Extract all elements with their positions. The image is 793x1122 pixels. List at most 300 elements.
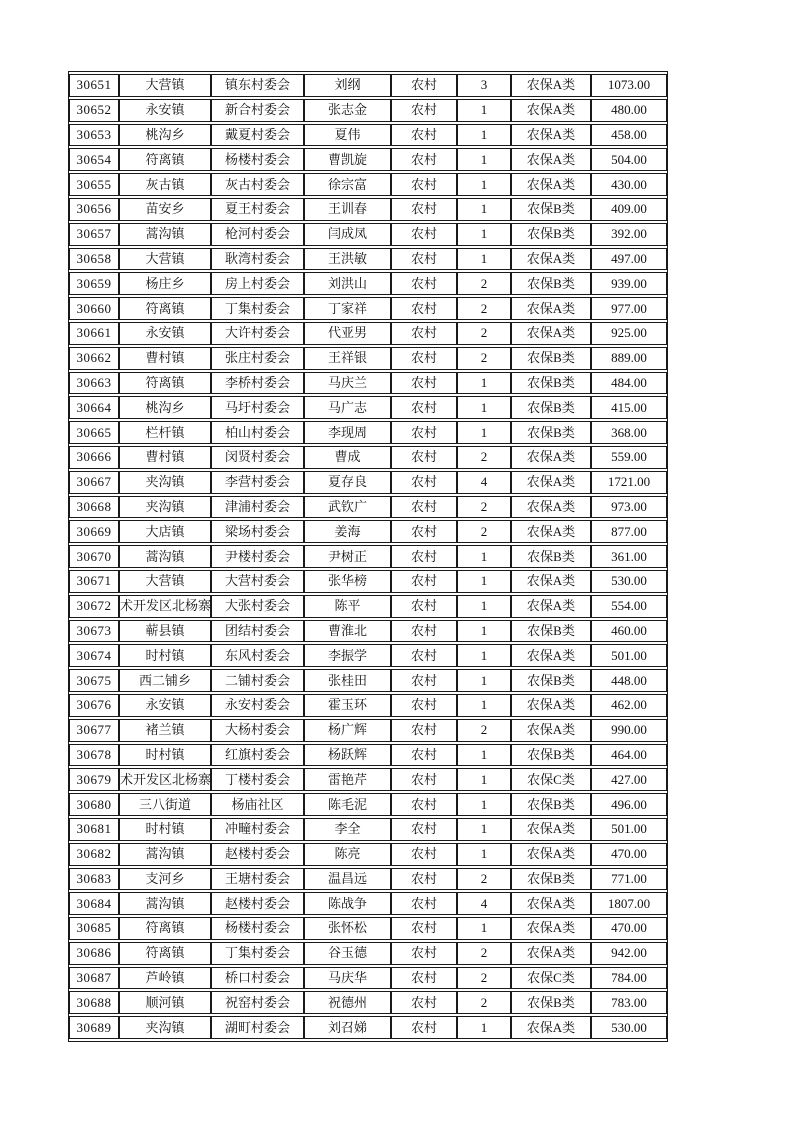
cell-person-count: 2 [457, 322, 511, 345]
cell-village-committee: 湖町村委会 [211, 1016, 304, 1039]
cell-person-name: 李现周 [304, 421, 391, 444]
table-row [69, 347, 667, 370]
cell-serial-number: 30683 [69, 868, 119, 891]
table-row [69, 818, 667, 841]
cell-village-committee: 杨楼村委会 [211, 148, 304, 171]
cell-residence-type: 农村 [391, 248, 457, 271]
table-row [69, 148, 667, 171]
table-row [69, 99, 667, 122]
cell-residence-type: 农村 [391, 396, 457, 419]
cell-town: 术开发区北杨寨 [119, 768, 211, 791]
table-row [69, 248, 667, 271]
cell-serial-number: 30652 [69, 99, 119, 122]
cell-person-count: 1 [457, 421, 511, 444]
cell-person-name: 陈亮 [304, 843, 391, 866]
table-row [69, 843, 667, 866]
cell-person-count: 1 [457, 372, 511, 395]
cell-residence-type: 农村 [391, 744, 457, 767]
cell-person-name: 王祥银 [304, 347, 391, 370]
cell-amount: 973.00 [591, 496, 667, 519]
cell-village-committee: 李营村委会 [211, 471, 304, 494]
cell-serial-number: 30689 [69, 1016, 119, 1039]
cell-town: 符离镇 [119, 942, 211, 965]
cell-town: 时村镇 [119, 744, 211, 767]
cell-insurance-category: 农保A类 [511, 595, 591, 618]
cell-serial-number: 30664 [69, 396, 119, 419]
cell-person-name: 刘召娣 [304, 1016, 391, 1039]
cell-insurance-category: 农保B类 [511, 545, 591, 568]
cell-person-name: 马广志 [304, 396, 391, 419]
cell-town: 栏杆镇 [119, 421, 211, 444]
cell-amount: 942.00 [591, 942, 667, 965]
cell-town: 时村镇 [119, 818, 211, 841]
cell-insurance-category: 农保B类 [511, 396, 591, 419]
cell-residence-type: 农村 [391, 520, 457, 543]
cell-person-name: 姜海 [304, 520, 391, 543]
cell-village-committee: 杨楼村委会 [211, 917, 304, 940]
table-row [69, 297, 667, 320]
cell-residence-type: 农村 [391, 694, 457, 717]
cell-residence-type: 农村 [391, 223, 457, 246]
cell-amount: 392.00 [591, 223, 667, 246]
cell-serial-number: 30677 [69, 719, 119, 742]
cell-residence-type: 农村 [391, 421, 457, 444]
cell-village-committee: 永安村委会 [211, 694, 304, 717]
cell-serial-number: 30681 [69, 818, 119, 841]
cell-town: 蕲县镇 [119, 620, 211, 643]
cell-person-name: 王洪敏 [304, 248, 391, 271]
table-row [69, 396, 667, 419]
cell-person-count: 4 [457, 471, 511, 494]
cell-residence-type: 农村 [391, 148, 457, 171]
cell-person-count: 1 [457, 396, 511, 419]
cell-town: 夹沟镇 [119, 471, 211, 494]
cell-person-count: 2 [457, 297, 511, 320]
cell-amount: 977.00 [591, 297, 667, 320]
cell-serial-number: 30671 [69, 570, 119, 593]
cell-serial-number: 30687 [69, 967, 119, 990]
cell-village-committee: 马圩村委会 [211, 396, 304, 419]
cell-residence-type: 农村 [391, 967, 457, 990]
cell-serial-number: 30670 [69, 545, 119, 568]
cell-town: 术开发区北杨寨 [119, 595, 211, 618]
cell-serial-number: 30653 [69, 124, 119, 147]
cell-town: 夹沟镇 [119, 496, 211, 519]
cell-insurance-category: 农保A类 [511, 297, 591, 320]
cell-town: 桃沟乡 [119, 124, 211, 147]
cell-residence-type: 农村 [391, 644, 457, 667]
cell-serial-number: 30685 [69, 917, 119, 940]
cell-town: 西二铺乡 [119, 669, 211, 692]
cell-person-count: 1 [457, 1016, 511, 1039]
cell-serial-number: 30688 [69, 991, 119, 1014]
cell-serial-number: 30666 [69, 446, 119, 469]
cell-amount: 877.00 [591, 520, 667, 543]
cell-residence-type: 农村 [391, 669, 457, 692]
cell-insurance-category: 农保A类 [511, 148, 591, 171]
cell-serial-number: 30656 [69, 198, 119, 221]
cell-serial-number: 30660 [69, 297, 119, 320]
cell-serial-number: 30661 [69, 322, 119, 345]
cell-person-name: 张志金 [304, 99, 391, 122]
cell-serial-number: 30654 [69, 148, 119, 171]
cell-residence-type: 农村 [391, 843, 457, 866]
cell-village-committee: 丁楼村委会 [211, 768, 304, 791]
cell-residence-type: 农村 [391, 595, 457, 618]
cell-insurance-category: 农保B类 [511, 198, 591, 221]
cell-person-name: 张怀松 [304, 917, 391, 940]
cell-person-name: 曹凯旋 [304, 148, 391, 171]
cell-insurance-category: 农保B类 [511, 620, 591, 643]
cell-village-committee: 冲疃村委会 [211, 818, 304, 841]
table-row [69, 991, 667, 1014]
table-row [69, 496, 667, 519]
table-row [69, 744, 667, 767]
cell-village-committee: 祝窑村委会 [211, 991, 304, 1014]
cell-town: 时村镇 [119, 644, 211, 667]
cell-village-committee: 丁集村委会 [211, 942, 304, 965]
table-row [69, 620, 667, 643]
cell-village-committee: 大许村委会 [211, 322, 304, 345]
cell-amount: 889.00 [591, 347, 667, 370]
cell-insurance-category: 农保A类 [511, 496, 591, 519]
cell-town: 曹村镇 [119, 347, 211, 370]
cell-person-count: 2 [457, 991, 511, 1014]
cell-insurance-category: 农保B类 [511, 669, 591, 692]
cell-town: 夹沟镇 [119, 1016, 211, 1039]
cell-person-count: 2 [457, 520, 511, 543]
cell-town: 支河乡 [119, 868, 211, 891]
cell-residence-type: 农村 [391, 545, 457, 568]
cell-amount: 460.00 [591, 620, 667, 643]
cell-serial-number: 30663 [69, 372, 119, 395]
cell-residence-type: 农村 [391, 991, 457, 1014]
cell-village-committee: 大杨村委会 [211, 719, 304, 742]
cell-town: 蒿沟镇 [119, 843, 211, 866]
cell-residence-type: 农村 [391, 297, 457, 320]
cell-person-name: 张桂田 [304, 669, 391, 692]
cell-insurance-category: 农保A类 [511, 570, 591, 593]
cell-person-count: 2 [457, 719, 511, 742]
cell-serial-number: 30686 [69, 942, 119, 965]
cell-village-committee: 桥口村委会 [211, 967, 304, 990]
cell-serial-number: 30655 [69, 173, 119, 196]
cell-serial-number: 30651 [69, 74, 119, 97]
cell-person-count: 1 [457, 570, 511, 593]
cell-insurance-category: 农保A类 [511, 917, 591, 940]
cell-person-count: 1 [457, 917, 511, 940]
cell-person-count: 1 [457, 694, 511, 717]
cell-insurance-category: 农保C类 [511, 768, 591, 791]
cell-person-count: 2 [457, 942, 511, 965]
cell-serial-number: 30682 [69, 843, 119, 866]
cell-amount: 1073.00 [591, 74, 667, 97]
table-row [69, 1016, 667, 1039]
table-row [69, 223, 667, 246]
cell-town: 符离镇 [119, 372, 211, 395]
cell-person-count: 2 [457, 496, 511, 519]
table-row [69, 372, 667, 395]
cell-person-name: 马庆兰 [304, 372, 391, 395]
table-row [69, 198, 667, 221]
cell-residence-type: 农村 [391, 99, 457, 122]
cell-person-name: 李振学 [304, 644, 391, 667]
cell-residence-type: 农村 [391, 124, 457, 147]
cell-person-count: 2 [457, 967, 511, 990]
cell-village-committee: 丁集村委会 [211, 297, 304, 320]
cell-town: 符离镇 [119, 297, 211, 320]
cell-amount: 504.00 [591, 148, 667, 171]
cell-residence-type: 农村 [391, 347, 457, 370]
cell-person-name: 杨广辉 [304, 719, 391, 742]
cell-person-count: 1 [457, 124, 511, 147]
cell-person-count: 1 [457, 644, 511, 667]
cell-person-count: 1 [457, 148, 511, 171]
cell-village-committee: 房上村委会 [211, 272, 304, 295]
cell-person-name: 徐宗富 [304, 173, 391, 196]
table-row [69, 471, 667, 494]
cell-person-name: 温昌远 [304, 868, 391, 891]
cell-insurance-category: 农保B类 [511, 744, 591, 767]
cell-village-committee: 闵贤村委会 [211, 446, 304, 469]
table-row [69, 917, 667, 940]
cell-amount: 415.00 [591, 396, 667, 419]
cell-serial-number: 30662 [69, 347, 119, 370]
cell-amount: 530.00 [591, 1016, 667, 1039]
cell-residence-type: 农村 [391, 372, 457, 395]
cell-residence-type: 农村 [391, 892, 457, 915]
cell-amount: 448.00 [591, 669, 667, 692]
cell-person-name: 祝德州 [304, 991, 391, 1014]
table-body [69, 74, 667, 1039]
cell-person-name: 尹树正 [304, 545, 391, 568]
cell-insurance-category: 农保B类 [511, 421, 591, 444]
cell-serial-number: 30659 [69, 272, 119, 295]
cell-serial-number: 30658 [69, 248, 119, 271]
table-row [69, 322, 667, 345]
cell-amount: 1721.00 [591, 471, 667, 494]
cell-person-name: 张华榜 [304, 570, 391, 593]
cell-amount: 368.00 [591, 421, 667, 444]
cell-serial-number: 30674 [69, 644, 119, 667]
cell-serial-number: 30665 [69, 421, 119, 444]
cell-insurance-category: 农保A类 [511, 471, 591, 494]
cell-amount: 1807.00 [591, 892, 667, 915]
cell-village-committee: 张庄村委会 [211, 347, 304, 370]
cell-insurance-category: 农保A类 [511, 1016, 591, 1039]
cell-village-committee: 戴夏村委会 [211, 124, 304, 147]
cell-town: 永安镇 [119, 694, 211, 717]
cell-village-committee: 夏王村委会 [211, 198, 304, 221]
cell-village-committee: 李桥村委会 [211, 372, 304, 395]
cell-town: 蒿沟镇 [119, 545, 211, 568]
cell-person-count: 1 [457, 744, 511, 767]
cell-town: 三八街道 [119, 793, 211, 816]
cell-person-count: 1 [457, 173, 511, 196]
table-row [69, 967, 667, 990]
cell-village-committee: 王塘村委会 [211, 868, 304, 891]
cell-village-committee: 杨庙社区 [211, 793, 304, 816]
table-row [69, 570, 667, 593]
cell-person-name: 曹淮北 [304, 620, 391, 643]
cell-person-count: 2 [457, 446, 511, 469]
cell-residence-type: 农村 [391, 917, 457, 940]
cell-village-committee: 枪河村委会 [211, 223, 304, 246]
cell-insurance-category: 农保A类 [511, 520, 591, 543]
cell-person-name: 代亚男 [304, 322, 391, 345]
cell-village-committee: 灰古村委会 [211, 173, 304, 196]
table-row [69, 124, 667, 147]
cell-town: 顺河镇 [119, 991, 211, 1014]
cell-insurance-category: 农保A类 [511, 173, 591, 196]
table-row [69, 173, 667, 196]
table-row [69, 768, 667, 791]
cell-person-name: 雷艳芹 [304, 768, 391, 791]
cell-serial-number: 30675 [69, 669, 119, 692]
cell-town: 大店镇 [119, 520, 211, 543]
table-row [69, 421, 667, 444]
cell-village-committee: 柏山村委会 [211, 421, 304, 444]
cell-amount: 925.00 [591, 322, 667, 345]
cell-person-name: 王训春 [304, 198, 391, 221]
cell-village-committee: 大营村委会 [211, 570, 304, 593]
cell-insurance-category: 农保A类 [511, 248, 591, 271]
cell-person-name: 陈战争 [304, 892, 391, 915]
cell-person-count: 2 [457, 347, 511, 370]
cell-person-count: 1 [457, 818, 511, 841]
table-row [69, 595, 667, 618]
cell-village-committee: 赵楼村委会 [211, 892, 304, 915]
cell-town: 符离镇 [119, 917, 211, 940]
cell-amount: 470.00 [591, 843, 667, 866]
cell-insurance-category: 农保C类 [511, 967, 591, 990]
cell-person-count: 4 [457, 892, 511, 915]
cell-insurance-category: 农保A类 [511, 644, 591, 667]
cell-serial-number: 30667 [69, 471, 119, 494]
cell-insurance-category: 农保A类 [511, 124, 591, 147]
cell-person-name: 夏存良 [304, 471, 391, 494]
cell-insurance-category: 农保A类 [511, 322, 591, 345]
cell-insurance-category: 农保B类 [511, 868, 591, 891]
cell-amount: 559.00 [591, 446, 667, 469]
table-row [69, 669, 667, 692]
cell-serial-number: 30657 [69, 223, 119, 246]
cell-serial-number: 30678 [69, 744, 119, 767]
table-row [69, 694, 667, 717]
cell-village-committee: 尹楼村委会 [211, 545, 304, 568]
cell-amount: 501.00 [591, 644, 667, 667]
table-row [69, 793, 667, 816]
cell-person-name: 夏伟 [304, 124, 391, 147]
cell-insurance-category: 农保B类 [511, 272, 591, 295]
cell-town: 桃沟乡 [119, 396, 211, 419]
cell-town: 大营镇 [119, 74, 211, 97]
cell-insurance-category: 农保B类 [511, 793, 591, 816]
cell-town: 灰古镇 [119, 173, 211, 196]
cell-residence-type: 农村 [391, 173, 457, 196]
cell-amount: 430.00 [591, 173, 667, 196]
cell-person-name: 陈平 [304, 595, 391, 618]
cell-village-committee: 津浦村委会 [211, 496, 304, 519]
table-row [69, 446, 667, 469]
cell-residence-type: 农村 [391, 496, 457, 519]
cell-residence-type: 农村 [391, 868, 457, 891]
cell-serial-number: 30679 [69, 768, 119, 791]
cell-village-committee: 团结村委会 [211, 620, 304, 643]
cell-serial-number: 30668 [69, 496, 119, 519]
cell-person-count: 1 [457, 595, 511, 618]
cell-amount: 464.00 [591, 744, 667, 767]
cell-person-name: 刘纲 [304, 74, 391, 97]
table-row [69, 545, 667, 568]
cell-person-count: 1 [457, 620, 511, 643]
cell-serial-number: 30684 [69, 892, 119, 915]
cell-person-name: 闫成凤 [304, 223, 391, 246]
cell-town: 永安镇 [119, 99, 211, 122]
cell-serial-number: 30669 [69, 520, 119, 543]
table-row [69, 520, 667, 543]
cell-town: 符离镇 [119, 148, 211, 171]
cell-village-committee: 大张村委会 [211, 595, 304, 618]
cell-town: 褚兰镇 [119, 719, 211, 742]
cell-person-name: 杨跃辉 [304, 744, 391, 767]
cell-person-count: 1 [457, 768, 511, 791]
cell-person-count: 2 [457, 272, 511, 295]
cell-person-name: 李全 [304, 818, 391, 841]
cell-person-name: 刘洪山 [304, 272, 391, 295]
cell-person-count: 1 [457, 223, 511, 246]
cell-insurance-category: 农保A类 [511, 818, 591, 841]
table-row [69, 719, 667, 742]
cell-amount: 554.00 [591, 595, 667, 618]
cell-person-name: 丁家祥 [304, 297, 391, 320]
cell-village-committee: 耿湾村委会 [211, 248, 304, 271]
cell-person-count: 1 [457, 198, 511, 221]
cell-amount: 783.00 [591, 991, 667, 1014]
cell-serial-number: 30676 [69, 694, 119, 717]
table-row [69, 644, 667, 667]
cell-amount: 530.00 [591, 570, 667, 593]
cell-insurance-category: 农保A类 [511, 446, 591, 469]
table-row [69, 868, 667, 891]
cell-town: 永安镇 [119, 322, 211, 345]
cell-amount: 361.00 [591, 545, 667, 568]
cell-insurance-category: 农保A类 [511, 843, 591, 866]
cell-residence-type: 农村 [391, 719, 457, 742]
cell-person-name: 武钦广 [304, 496, 391, 519]
cell-residence-type: 农村 [391, 198, 457, 221]
cell-insurance-category: 农保A类 [511, 694, 591, 717]
cell-amount: 939.00 [591, 272, 667, 295]
cell-serial-number: 30672 [69, 595, 119, 618]
cell-amount: 480.00 [591, 99, 667, 122]
cell-residence-type: 农村 [391, 793, 457, 816]
cell-village-committee: 二铺村委会 [211, 669, 304, 692]
cell-residence-type: 农村 [391, 322, 457, 345]
table-row [69, 942, 667, 965]
cell-residence-type: 农村 [391, 1016, 457, 1039]
cell-insurance-category: 农保A类 [511, 892, 591, 915]
cell-amount: 501.00 [591, 818, 667, 841]
cell-insurance-category: 农保A类 [511, 74, 591, 97]
cell-town: 曹村镇 [119, 446, 211, 469]
cell-person-count: 1 [457, 669, 511, 692]
cell-person-name: 陈毛泥 [304, 793, 391, 816]
cell-town: 大营镇 [119, 570, 211, 593]
cell-amount: 462.00 [591, 694, 667, 717]
cell-insurance-category: 农保B类 [511, 991, 591, 1014]
cell-person-count: 1 [457, 248, 511, 271]
